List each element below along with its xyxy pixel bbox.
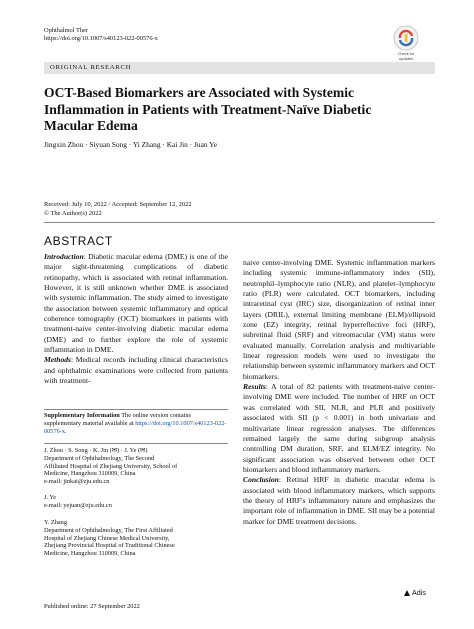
article-dates (44, 201, 192, 219)
conclusion-label: Conclusion (243, 475, 279, 485)
affiliation-block-3: Y. Zhang Department of Ophthalmology, The First Affiliated Hospital of Zhejiang Chinese Medical University, Zhejiang Provincial Hospital of Traditional Chinese Medicine, Hangzhou 310009, China (44, 519, 175, 558)
abstract-methods-start: Methods: Medical records including clinical characteristics and ophthalmic examinations were collected from patients with treatment- (44, 355, 228, 386)
abstract-methods-continued: naive center-involving DME. Systemic inflammation markers including systemic immune-inflammatory index (SII), neutrophil–lymphocyte ratio (NLR), and platelet–lymphocyte ratio (PLR) were calculated. OCT biomarkers, including intraretinal cyst (IRC) size, disorganization of retinal inner layers (DRIL), external limiting membrane (ELM)/ellipsoid zone (EZ) integrity, retinal hyperreflective foci (HRF), subretinal fluid (SRF) and vitreomacular (VM) status were evaluated manually. Correlation analysis and multivariable linear regression models were used to investigate the relationship between systemic inflammatory markers and OCT biomarkers. (243, 258, 435, 381)
email-link[interactable]: e-mail: yejuan@zju.edu.cn (44, 501, 112, 509)
received-accepted-dates: Received: July 10, 2022 / Accepted: September 12, 2022 (44, 201, 192, 208)
publisher-logo: Adis (404, 588, 426, 597)
check-for-updates-icon (393, 25, 419, 51)
journal-name: Ophthalmol Ther (44, 27, 89, 34)
check-for-updates-badge[interactable] (389, 25, 423, 61)
affiliations-divider (44, 443, 228, 444)
badge-text: Check for updates (397, 51, 415, 61)
abstract-right-column (243, 258, 435, 527)
abstract-left-column (44, 252, 228, 386)
supplementary-divider (44, 409, 228, 410)
introduction-label: Introduction (44, 252, 84, 261)
divider (44, 222, 435, 223)
methods-label: Methods (44, 355, 72, 365)
published-date: Published online: 27 September 2022 (44, 603, 140, 610)
adis-triangle-icon (404, 590, 410, 596)
doi-link[interactable]: https://doi.org/10.1007/s40123-022-00576-x (44, 35, 158, 43)
abstract-conclusion: Conclusion: Retinal HRF in diabetic macular edema is associated with blood inflammatory markers, which supports the theory of HRF's inflammatory nature and emphasizes the important role of inflammation in DME. SII may be a potential marker for DME treatment decisions. (243, 475, 435, 526)
abstract-heading: ABSTRACT (44, 234, 113, 248)
supplementary-link[interactable]: https://doi.org/10.1007/s40123-022-00576-x (44, 419, 227, 435)
abstract-results: Results: A total of 82 patients with treatment-naive center-involving DME were included. The number of HRF on OCT was correlated with SII, NLR, and PLR and positively associated with SII (p < 0.001) in both univariate and multivariate linear regression analyses. The differences remained largely the same during subgroup analysis controlling DM duration, SRF, and ELM/EZ integrity. No significant association was observed between other OCT biomarkers and blood inflammatory markers. (243, 382, 435, 474)
author-list: Jingxin Zhou · Siyuan Song · Yi Zhang · Kai Jin · Juan Ye (44, 140, 217, 149)
article-title: OCT-Based Biomarkers are Associated with Systemic Inflammation in Patients with Treatment-Naïve Diabetic Macular Edema (44, 85, 372, 134)
supplementary-info: Supplementary Information The online version contains supplementary material available at https://doi.org/10.1007/s40123-022-00576-x. (44, 412, 227, 435)
email-link[interactable]: e-mail: jinkai@zju.edu.cn (44, 478, 110, 486)
copyright: © The Author(s) 2022 (44, 209, 102, 217)
results-label: Results (243, 382, 266, 392)
affiliation-block-1: J. Zhou · S. Song · K. Jin (✉) · J. Ye (✉) Department of Ophthalmology, The Second Affiliated Hospital of Zhejiang University, School of Medicine, Hangzhou 310009, China e-mail: jinkai@zju.edu.cn (44, 447, 228, 486)
abstract-introduction: Introduction: Diabetic macular edema (DME) is one of the major sight-threatening complications of diabetic retinopathy, which is associated with retinal inflammation. However, it is still unknown whether DME is associated with systemic inflammation. The study aimed to investigate the association between systemic inflammatory and optical coherence tomography (OCT) biomarkers in patients with treatment-naive center-involving diabetic macular edema (DME) and to further explore the role of systemic inflammation in DME. (44, 252, 228, 355)
affiliation-block-2: J. Ye e-mail: yejuan@zju.edu.cn (44, 494, 228, 510)
supplementary-label: Supplementary Information (44, 412, 120, 419)
journal-header (44, 27, 158, 44)
section-label: ORIGINAL RESEARCH (44, 62, 435, 74)
